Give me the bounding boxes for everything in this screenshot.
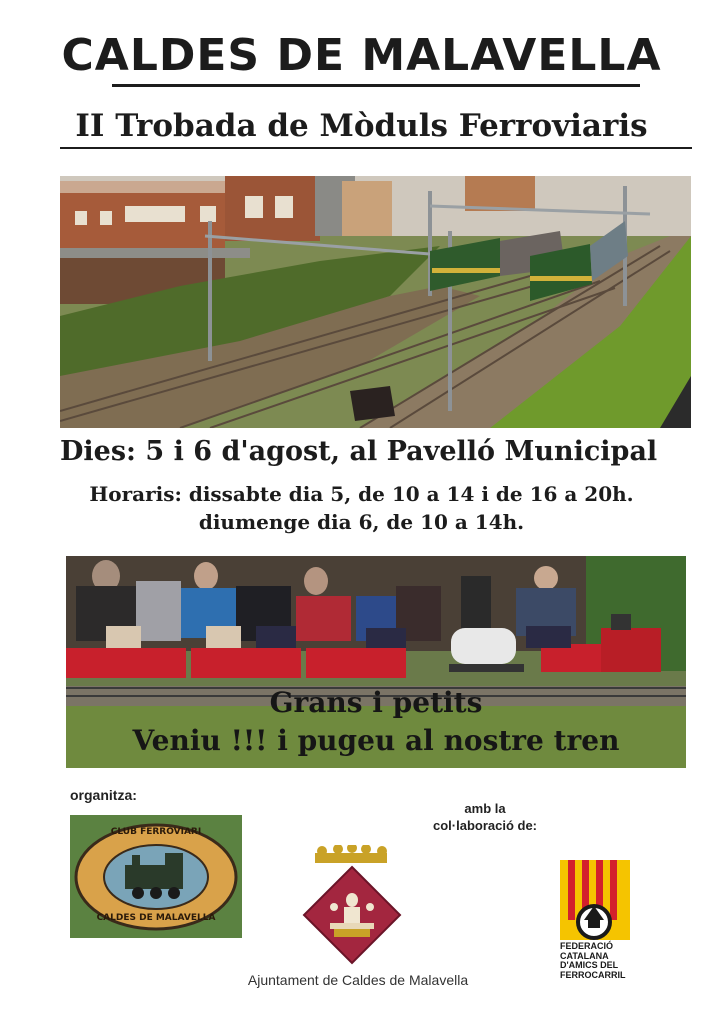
collaboration-label <box>400 800 570 834</box>
federacio-line-3: D'AMICS DEL <box>560 960 619 970</box>
title-underline <box>112 84 640 87</box>
subtitle-underline <box>60 147 692 149</box>
federacio-line-4: FERROCARRIL <box>560 969 626 980</box>
poster-subtitle: II Trobada de Mòduls Ferroviaris <box>75 108 648 144</box>
event-dates: Dies: 5 i 6 d'agost, al Pavelló Municipal <box>60 436 658 467</box>
club-logo-top-text: CLUB FERROVIARI <box>110 827 202 837</box>
ajuntament-coat-of-arms <box>300 845 405 970</box>
organitza-label: organitza: <box>70 787 137 803</box>
poster-title: CALDES DE MALAVELLA <box>61 30 662 81</box>
photo-caption-line1: Grans i petits <box>269 686 483 719</box>
event-schedule <box>0 480 723 536</box>
ajuntament-name: Ajuntament de Caldes de Malavella <box>247 972 469 988</box>
schedule-saturday: Horaris: dissabte dia 5, de 10 a 14 i de 16 a 20h. <box>89 482 634 506</box>
federacio-line-1: FEDERACIÓ <box>560 941 614 951</box>
club-logo-bottom-text: CALDES DE MALAVELLA <box>96 913 216 923</box>
collab-line-1: amb la <box>464 801 506 816</box>
federacio-logo <box>560 860 630 940</box>
club-ferroviari-logo <box>70 815 242 938</box>
miniature-train-photo <box>66 556 686 768</box>
model-railway-photo <box>60 176 691 428</box>
photo-caption-line2: Veniu !!! i pugeu al nostre tren <box>132 724 620 757</box>
schedule-sunday: diumenge dia 6, de 10 a 14h. <box>198 510 525 534</box>
federacio-line-2: CATALANA <box>560 950 609 961</box>
collab-line-2: col·laboració de: <box>432 818 538 833</box>
federacio-name <box>560 942 650 980</box>
